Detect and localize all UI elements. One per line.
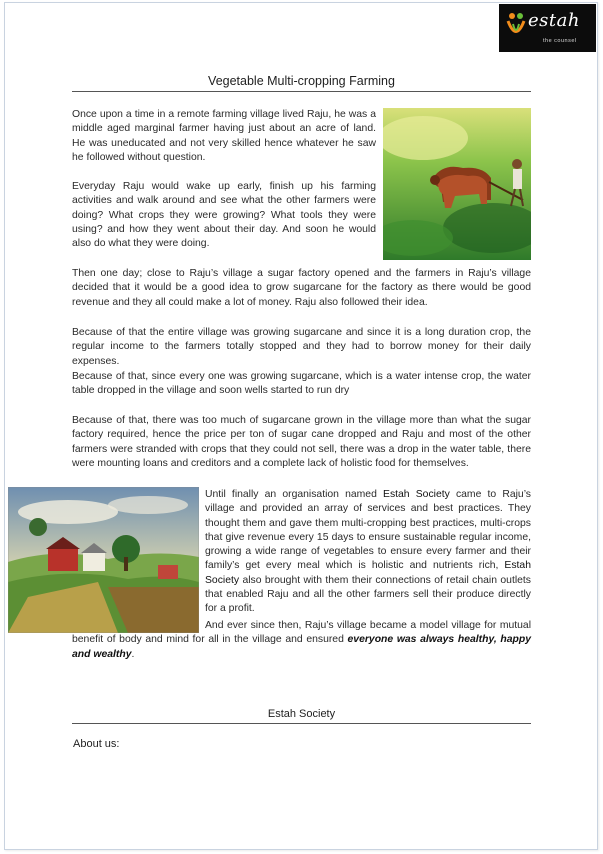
logo-brand: estah [528, 10, 580, 31]
p7-text-b: came to Raju’s village and provided an array of services and best practices. They thought them and gave them multi-cropping best practices, multi-crops that give revenue every 15 days to ensure sustainable regular income, growing a wide range of vegetables to ensure every farmer and their family’s get every meal which is holistic and nutrients rich, [205, 489, 532, 572]
farm-village-painting [8, 487, 199, 633]
document-title: Vegetable Multi-cropping Farming [208, 74, 395, 88]
estah-society-mention-1: Estah Society [383, 489, 450, 500]
paragraph-2: Everyday Raju would wake up early, finish up his farming activities and walk around and see what the other farmers were doing? What crops they were growing? What tools they were using? and how they went about their day. And soon he would also do what they were doing. [72, 181, 376, 250]
logo-tagline: the counsel [543, 38, 577, 44]
footer-rule [72, 723, 531, 724]
title-underline [72, 91, 531, 92]
estah-society-mention-2: Estah Society [205, 560, 531, 586]
p7-text-c: also brought with them their connections of retail chain outlets that enabled Raju and all the other farmers sell their produce directly for a profit. [205, 574, 531, 615]
footer-title: Estah Society [267, 708, 336, 720]
paragraph-5: Because of that, since every one was growing sugarcane, which is a water intense crop, the water table dropped in the village and soon wells started to run dry [72, 371, 531, 397]
about-us-label: About us: [73, 738, 120, 750]
estah-logo [499, 4, 596, 52]
paragraph-3: Then one day; close to Raju’s village a sugar factory opened and the farmers in Raju’s village decided that it would be a good idea to grow sugarcane for the factory as there would be good revenue and they all could make a lot of money. Raju also followed their idea. [72, 268, 531, 308]
paragraph-7 [205, 488, 531, 617]
paragraph-6: Because of that, there was too much of sugarcane grown in the village more than what the sugar factory required, hence the price per ton of sugar cane dropped and Raju and most of the other farmers were stranded with crops that they could not sell, there was a drop in the water table, there were mounting loans and creditors and a complete lack of holistic food for themselves. [72, 415, 531, 469]
p8-text-a: And ever since then, Raju’s village became a model village for mutual benefit of body and mind for all in the village and ensured [72, 620, 531, 646]
person-logo-icon [505, 12, 527, 42]
p8-emphasis: everyone was always healthy, happy and wealthy [72, 634, 531, 660]
p8-end: . [131, 648, 135, 660]
p7-text-a: Until finally an organisation named [205, 489, 384, 500]
paragraph-4: Because of that the entire village was growing sugarcane and since it is a long duration crop, the regular income to the farmers totally stopped and they had to borrow money for their daily expenses. [72, 327, 531, 367]
paragraph-1: Once upon a time in a remote farming village lived Raju, he was a middle aged marginal farmer having just about an acre of land. He was uneducated and not very skilled hence whatever he saw he followed without question. [72, 109, 376, 163]
paragraph-8 [72, 619, 531, 662]
ox-plough-painting [383, 108, 531, 260]
